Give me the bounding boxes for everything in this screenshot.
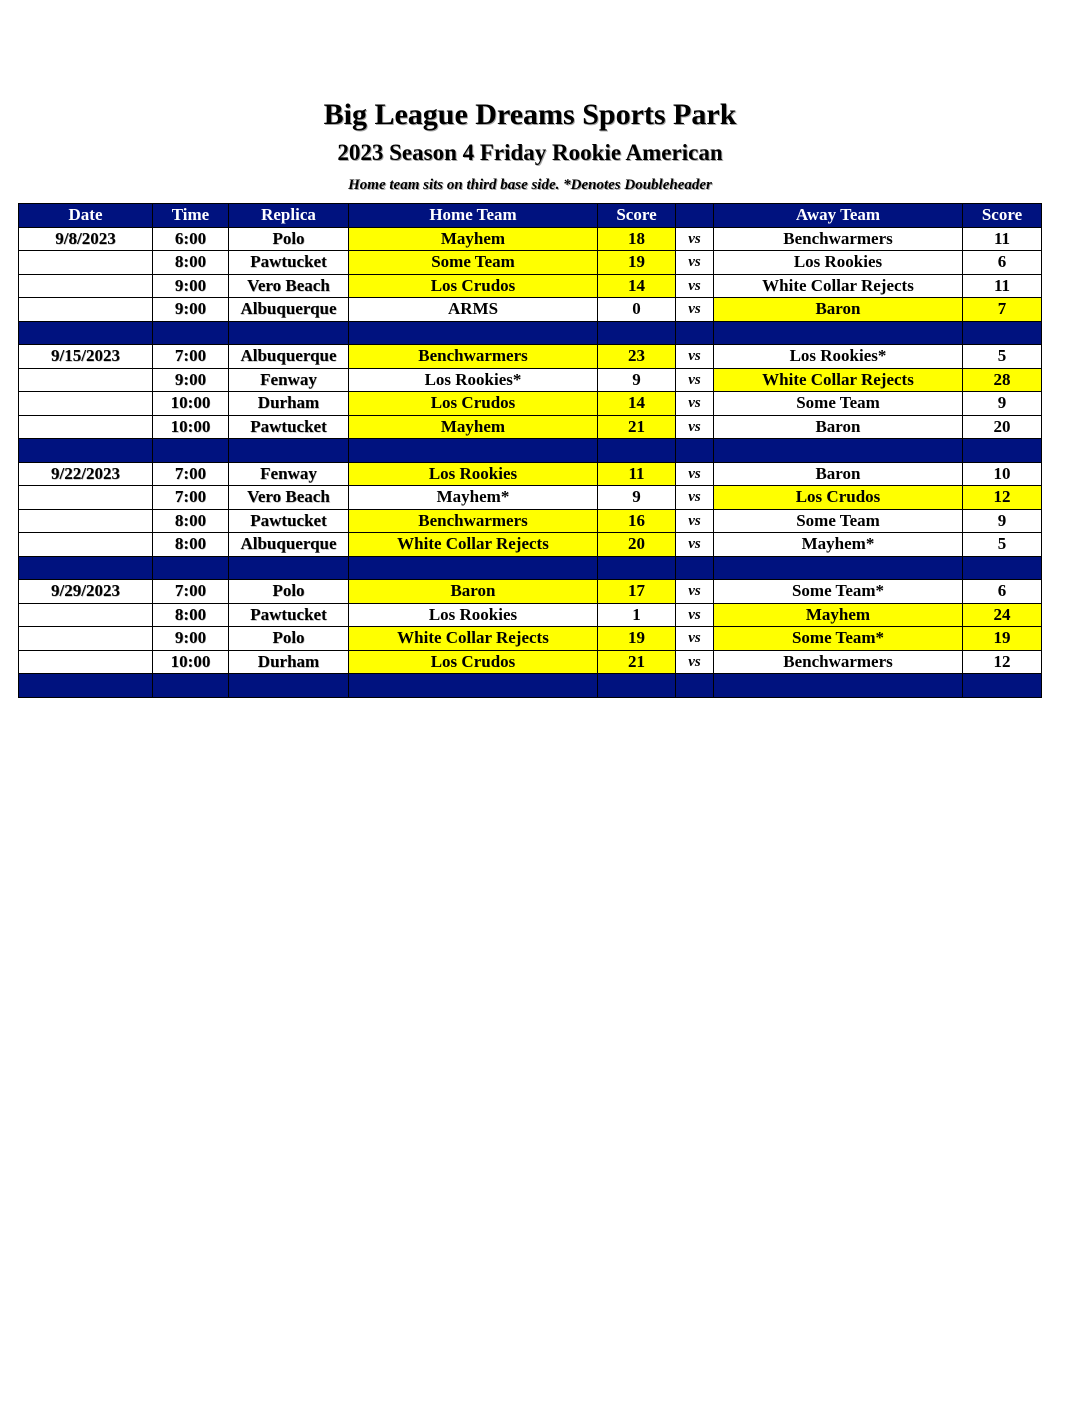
home-score: 14 [598, 274, 676, 298]
home-team: Benchwarmers [349, 509, 598, 533]
home-score: 9 [598, 368, 676, 392]
week-separator-row [19, 321, 1042, 345]
game-date [19, 298, 153, 322]
home-team: Baron [349, 580, 598, 604]
vs-label: vs [676, 415, 714, 439]
vs-label: vs [676, 251, 714, 275]
game-date: 9/22/2023 [19, 462, 153, 486]
separator-cell [229, 321, 349, 345]
away-team: Los Rookies [714, 251, 963, 275]
week-separator-row [19, 674, 1042, 698]
separator-cell [229, 556, 349, 580]
game-replica: Pawtucket [229, 509, 349, 533]
home-score: 0 [598, 298, 676, 322]
home-score: 17 [598, 580, 676, 604]
separator-cell [598, 556, 676, 580]
away-score: 10 [963, 462, 1042, 486]
away-score: 24 [963, 603, 1042, 627]
game-row [19, 415, 1042, 439]
game-time: 9:00 [153, 627, 229, 651]
column-header-away-score: Score [963, 204, 1042, 228]
vs-label: vs [676, 603, 714, 627]
game-row [19, 627, 1042, 651]
game-replica: Fenway [229, 462, 349, 486]
away-score: 12 [963, 650, 1042, 674]
home-score: 21 [598, 415, 676, 439]
home-team: Mayhem [349, 227, 598, 251]
game-replica: Vero Beach [229, 486, 349, 510]
page-title: Big League Dreams Sports Park [323, 98, 737, 131]
vs-label: vs [676, 486, 714, 510]
game-time: 9:00 [153, 368, 229, 392]
game-replica: Albuquerque [229, 298, 349, 322]
home-score: 14 [598, 392, 676, 416]
game-time: 10:00 [153, 415, 229, 439]
home-score: 9 [598, 486, 676, 510]
game-date [19, 486, 153, 510]
home-score: 19 [598, 627, 676, 651]
game-replica: Pawtucket [229, 251, 349, 275]
separator-cell [598, 321, 676, 345]
away-score: 19 [963, 627, 1042, 651]
home-team: White Collar Rejects [349, 533, 598, 557]
home-score: 23 [598, 345, 676, 369]
away-team: Some Team* [714, 580, 963, 604]
game-date [19, 274, 153, 298]
separator-cell [349, 321, 598, 345]
vs-label: vs [676, 298, 714, 322]
game-row [19, 368, 1042, 392]
away-team: White Collar Rejects [714, 274, 963, 298]
game-date: 9/15/2023 [19, 345, 153, 369]
separator-cell [963, 556, 1042, 580]
separator-cell [714, 674, 963, 698]
separator-cell [19, 674, 153, 698]
header-row [19, 204, 1042, 228]
game-date: 9/29/2023 [19, 580, 153, 604]
home-team: Los Crudos [349, 392, 598, 416]
home-score: 19 [598, 251, 676, 275]
game-date [19, 603, 153, 627]
home-team: Los Crudos [349, 650, 598, 674]
game-row [19, 274, 1042, 298]
game-date [19, 650, 153, 674]
game-row [19, 486, 1042, 510]
home-team: Some Team [349, 251, 598, 275]
away-score: 20 [963, 415, 1042, 439]
game-date [19, 392, 153, 416]
game-date [19, 368, 153, 392]
home-score: 18 [598, 227, 676, 251]
game-row [19, 345, 1042, 369]
separator-cell [19, 556, 153, 580]
separator-cell [963, 439, 1042, 463]
away-score: 12 [963, 486, 1042, 510]
game-time: 7:00 [153, 580, 229, 604]
separator-cell [19, 439, 153, 463]
vs-label: vs [676, 509, 714, 533]
separator-cell [229, 439, 349, 463]
separator-cell [676, 439, 714, 463]
separator-cell [714, 556, 963, 580]
vs-label: vs [676, 392, 714, 416]
away-score: 6 [963, 580, 1042, 604]
column-header-home-team: Home Team [349, 204, 598, 228]
away-team: Benchwarmers [714, 227, 963, 251]
game-row [19, 580, 1042, 604]
away-score: 5 [963, 533, 1042, 557]
game-date [19, 627, 153, 651]
away-score: 5 [963, 345, 1042, 369]
page-subtitle: 2023 Season 4 Friday Rookie American [337, 140, 723, 165]
column-header-date: Date [19, 204, 153, 228]
column-header-vs [676, 204, 714, 228]
game-replica: Polo [229, 580, 349, 604]
away-team: Baron [714, 462, 963, 486]
game-time: 8:00 [153, 603, 229, 627]
separator-cell [153, 556, 229, 580]
game-time: 9:00 [153, 298, 229, 322]
game-time: 8:00 [153, 251, 229, 275]
away-score: 11 [963, 227, 1042, 251]
separator-cell [963, 674, 1042, 698]
game-row [19, 298, 1042, 322]
vs-label: vs [676, 650, 714, 674]
game-row [19, 392, 1042, 416]
away-score: 6 [963, 251, 1042, 275]
game-date [19, 415, 153, 439]
game-time: 10:00 [153, 392, 229, 416]
separator-cell [676, 321, 714, 345]
home-team: Mayhem* [349, 486, 598, 510]
away-team: Mayhem* [714, 533, 963, 557]
game-row [19, 251, 1042, 275]
game-replica: Albuquerque [229, 345, 349, 369]
game-row [19, 650, 1042, 674]
game-time: 8:00 [153, 509, 229, 533]
away-score: 9 [963, 392, 1042, 416]
separator-cell [229, 674, 349, 698]
game-time: 7:00 [153, 345, 229, 369]
game-row [19, 462, 1042, 486]
game-replica: Vero Beach [229, 274, 349, 298]
game-time: 6:00 [153, 227, 229, 251]
schedule-body [19, 227, 1042, 697]
away-score: 11 [963, 274, 1042, 298]
home-score: 20 [598, 533, 676, 557]
away-team: Some Team* [714, 627, 963, 651]
away-team: Mayhem [714, 603, 963, 627]
vs-label: vs [676, 462, 714, 486]
game-replica: Durham [229, 650, 349, 674]
away-team: Benchwarmers [714, 650, 963, 674]
separator-cell [598, 674, 676, 698]
away-team: White Collar Rejects [714, 368, 963, 392]
game-row [19, 509, 1042, 533]
separator-cell [349, 556, 598, 580]
separator-cell [349, 674, 598, 698]
game-replica: Albuquerque [229, 533, 349, 557]
week-separator-row [19, 556, 1042, 580]
separator-cell [19, 321, 153, 345]
away-team: Baron [714, 415, 963, 439]
separator-cell [676, 556, 714, 580]
home-team: Los Rookies [349, 462, 598, 486]
week-separator-row [19, 439, 1042, 463]
home-team: Mayhem [349, 415, 598, 439]
away-score: 7 [963, 298, 1042, 322]
vs-label: vs [676, 627, 714, 651]
column-header-replica: Replica [229, 204, 349, 228]
game-replica: Fenway [229, 368, 349, 392]
game-time: 9:00 [153, 274, 229, 298]
separator-cell [714, 321, 963, 345]
vs-label: vs [676, 533, 714, 557]
column-header-home-score: Score [598, 204, 676, 228]
separator-cell [598, 439, 676, 463]
away-team: Baron [714, 298, 963, 322]
game-replica: Polo [229, 627, 349, 651]
vs-label: vs [676, 580, 714, 604]
vs-label: vs [676, 368, 714, 392]
home-team: White Collar Rejects [349, 627, 598, 651]
separator-cell [153, 674, 229, 698]
game-date: 9/8/2023 [19, 227, 153, 251]
game-row [19, 227, 1042, 251]
home-team: Los Crudos [349, 274, 598, 298]
schedule-table [18, 203, 1042, 698]
separator-cell [963, 321, 1042, 345]
game-date [19, 533, 153, 557]
away-score: 9 [963, 509, 1042, 533]
vs-label: vs [676, 345, 714, 369]
separator-cell [714, 439, 963, 463]
home-score: 16 [598, 509, 676, 533]
vs-label: vs [676, 227, 714, 251]
vs-label: vs [676, 274, 714, 298]
game-time: 7:00 [153, 486, 229, 510]
away-team: Some Team [714, 392, 963, 416]
game-replica: Pawtucket [229, 603, 349, 627]
game-time: 8:00 [153, 533, 229, 557]
game-time: 10:00 [153, 650, 229, 674]
separator-cell [676, 674, 714, 698]
separator-cell [153, 439, 229, 463]
home-team: Benchwarmers [349, 345, 598, 369]
page-note: Home team sits on third base side. *Denotes Doubleheader [348, 177, 712, 193]
game-replica: Durham [229, 392, 349, 416]
column-header-time: Time [153, 204, 229, 228]
game-row [19, 533, 1042, 557]
game-replica: Polo [229, 227, 349, 251]
game-row [19, 603, 1042, 627]
game-date [19, 251, 153, 275]
column-header-away-team: Away Team [714, 204, 963, 228]
home-team: Los Rookies [349, 603, 598, 627]
separator-cell [349, 439, 598, 463]
away-team: Los Crudos [714, 486, 963, 510]
game-time: 7:00 [153, 462, 229, 486]
home-score: 11 [598, 462, 676, 486]
game-date [19, 509, 153, 533]
away-score: 28 [963, 368, 1042, 392]
home-score: 21 [598, 650, 676, 674]
home-team: Los Rookies* [349, 368, 598, 392]
game-replica: Pawtucket [229, 415, 349, 439]
home-score: 1 [598, 603, 676, 627]
away-team: Some Team [714, 509, 963, 533]
home-team: ARMS [349, 298, 598, 322]
separator-cell [153, 321, 229, 345]
away-team: Los Rookies* [714, 345, 963, 369]
